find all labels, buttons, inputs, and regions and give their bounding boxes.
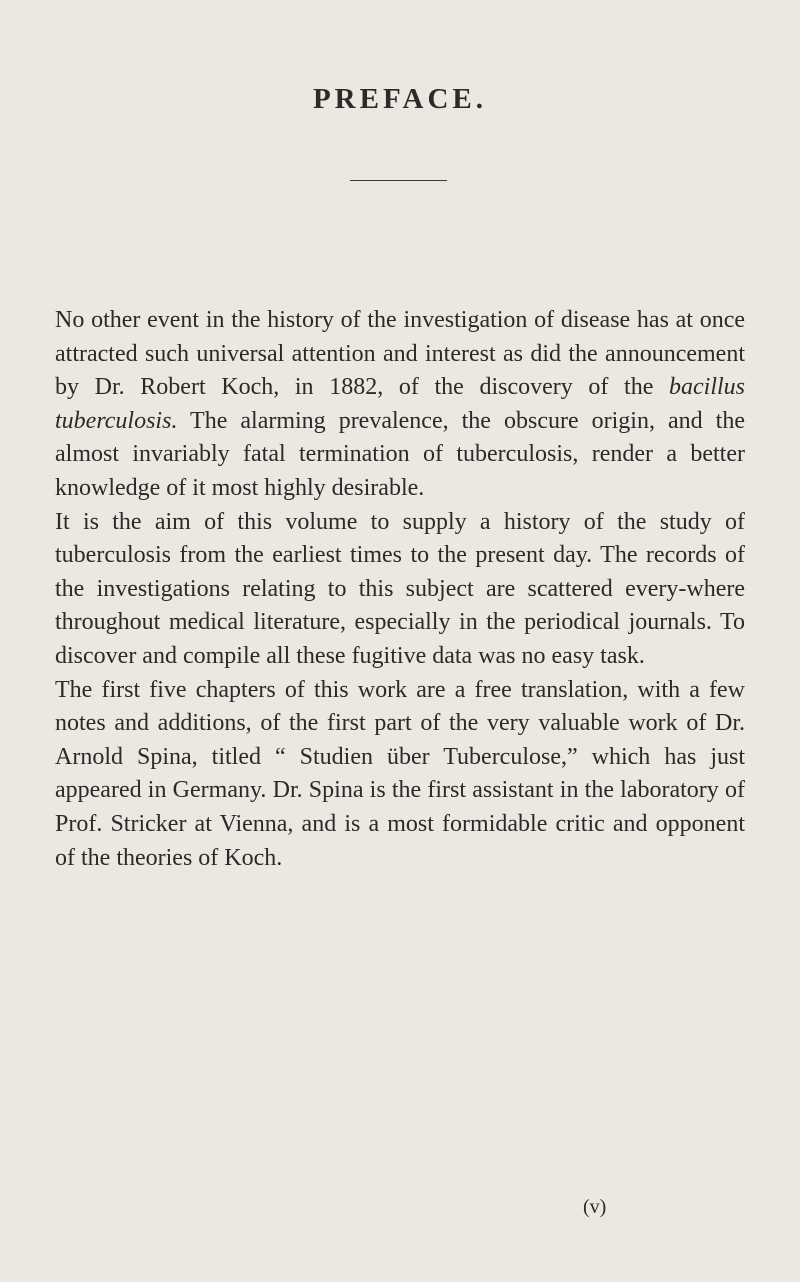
title-divider-rule bbox=[350, 180, 447, 181]
page-title: PREFACE. bbox=[312, 83, 488, 115]
paragraph-1-text-start: No other event in the history of the investigation of disease has at once attracted such universal attention and interest as did the announcement by Dr. Robert Koch, in 1882, of the discovery of the bbox=[55, 307, 745, 401]
paragraph-1 bbox=[55, 304, 745, 506]
paragraph-1-text-end: The alarming prevalence, the obscure origin, and the almost invariably fatal termination of tuberculosis, render a better knowledge of it most highly desirable. bbox=[55, 407, 745, 501]
preface-body bbox=[55, 304, 745, 875]
page-number: (v) bbox=[583, 1196, 607, 1218]
paragraph-1-italic-term: bacillus tuberculosis. bbox=[55, 374, 745, 434]
paragraph-2: It is the aim of this volume to supply a history of the study of tuberculosis from the earliest times to the present day. The records of the investigations relating to this subject are scattered every-where throughout medical literature, especially in the periodical journals. To discover and compile all these fugitive data was no easy task. bbox=[55, 508, 745, 669]
paragraph-3: The first five chapters of this work are a free translation, with a few notes and additions, of the first part of the very valuable work of Dr. Arnold Spina, titled “ Studien über Tuberculose,” which has just appeared in Germany. Dr. Spina is the first assistant in the laboratory of Prof. Stricker at Vienna, and is a most formidable critic and opponent of the theories of Koch. bbox=[55, 676, 745, 871]
